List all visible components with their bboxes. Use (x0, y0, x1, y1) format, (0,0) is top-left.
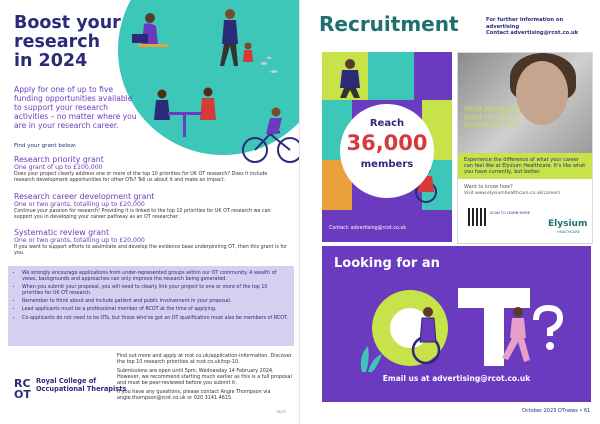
reach-members-label: members (360, 159, 414, 170)
note-item: • We strongly encourage applications from under-represented groups within our OT community. A wealth of views, backgrounds and approaches can only improve the research being generated. (22, 271, 288, 283)
grant-title: Research priority grant (14, 155, 104, 164)
note-item: • When you submit your proposal, you will need to clearly link your project to one or more of the top 10 priorities for UK OT research. (22, 285, 288, 297)
grant-subtitle: One or two grants, totalling up to £20,000 (14, 201, 145, 208)
contact-block (117, 353, 297, 404)
rcot-logo-mark: RC OT (14, 377, 31, 401)
grant-subtitle: One grant of up to £100,000 (14, 164, 103, 171)
elysium-want-to-know: Want to know how? (464, 184, 513, 190)
elysium-green-band (458, 153, 592, 179)
grant-description: Continue your passion for research! Providing it is linked to the top 10 priorities for UK OT research we can support you in developing your career pathway as an OT researcher. (14, 209, 271, 220)
grant-career-development (14, 192, 289, 221)
grant-description: If you want to support efforts to assimilate and develop the evidence base underpinning OT, then this grant is for you. (14, 245, 287, 256)
intro-paragraph: Apply for one of up to five funding opportunities available to support your research activities – no matter where you are in your research career. (14, 85, 137, 130)
advertising-info (486, 17, 594, 37)
page-folio: October 2023 OTnews • 61 (522, 408, 591, 414)
elysium-green-text: Experience the difference of what your career can feel like at Elysium Healthcare. It's like what you have currently, but better. (464, 157, 586, 175)
recruitment-title: Recruitment (319, 12, 459, 36)
elysium-quote: What delivering great healthcare should feel like. (464, 105, 523, 129)
grant-systematic-review (14, 228, 289, 257)
rcot-logo-name: Royal College of Occupational Therapists (36, 377, 127, 393)
elysium-ad (457, 52, 593, 244)
right-page (300, 0, 600, 424)
note-item: • Lead applicants must be a professional member of RCOT at the time of applying. (22, 307, 288, 313)
grant-research-priority (14, 155, 289, 184)
note-item: • Remember to think about and include patient and public involvement in your proposal. (22, 299, 288, 305)
advertising-info-line: For further information on advertising (486, 17, 564, 30)
reach-circle (340, 104, 434, 198)
contact-questions: If you have any questions, please contact Angie Thompson via angie.thompson@rcot.co.uk or 020 3141 4615. (117, 389, 271, 401)
elysium-url[interactable]: Visit www.elysiumhealthcare.co.uk/careers (464, 191, 561, 196)
find-grant-label: Find your grant below: (14, 143, 77, 149)
grant-title: Systematic review grant (14, 228, 110, 237)
looking-for-ot-ad (322, 246, 591, 402)
page-ref: 16/23 (276, 410, 287, 414)
elysium-logo: Elysium (548, 219, 588, 229)
grant-description: Does your project clearly address one or more of the top 10 priorities for UK OT research? Does it include research development opportunities for other OTs? Tell us about it and make an impact. (14, 172, 268, 183)
contact-apply: Find out more and apply at rcot.co.uk/application-information. Discover the top 10 research priorities at rcot.co.uk/top-10. (117, 353, 292, 365)
eligibility-notes-list (8, 266, 294, 322)
grant-subtitle: One or two grants, totalling up to £20,000 (14, 237, 145, 244)
hero-illustration (120, 0, 300, 180)
qr-code-icon[interactable] (468, 208, 486, 226)
reach-label: Reach (369, 118, 405, 129)
reach-number: 36,000 (346, 131, 428, 155)
page-headline: Boost your research in 2024 (14, 13, 121, 71)
note-item: • Co-applicants do not need to be OTs, but those who've got an OT qualification must also be members of RCOT. (22, 316, 288, 322)
reach-members-ad (322, 52, 452, 242)
ot-ad-title: Looking for an (334, 256, 440, 271)
grant-title: Research career development grant (14, 192, 155, 201)
ot-ad-email[interactable]: Email us at advertising@rcot.co.uk (382, 374, 531, 383)
elysium-logo-sub: HEALTHCARE (557, 230, 580, 234)
qr-label: SCAN TO LEARN MORE (490, 211, 530, 215)
advertising-contact-link[interactable]: Contact advertising@rcot.co.uk (486, 30, 579, 36)
contact-deadline: Submissions are open until 5pm, Wednesday 14 February 2024. However, we recommend starting much earlier as this is a full proposal and must be peer-reviewed before you submit it. (117, 368, 292, 386)
reach-ad-contact[interactable]: Contact: advertising@rcot.co.uk (329, 226, 407, 231)
elysium-photo (458, 53, 592, 153)
eligibility-notes-box (8, 266, 294, 346)
